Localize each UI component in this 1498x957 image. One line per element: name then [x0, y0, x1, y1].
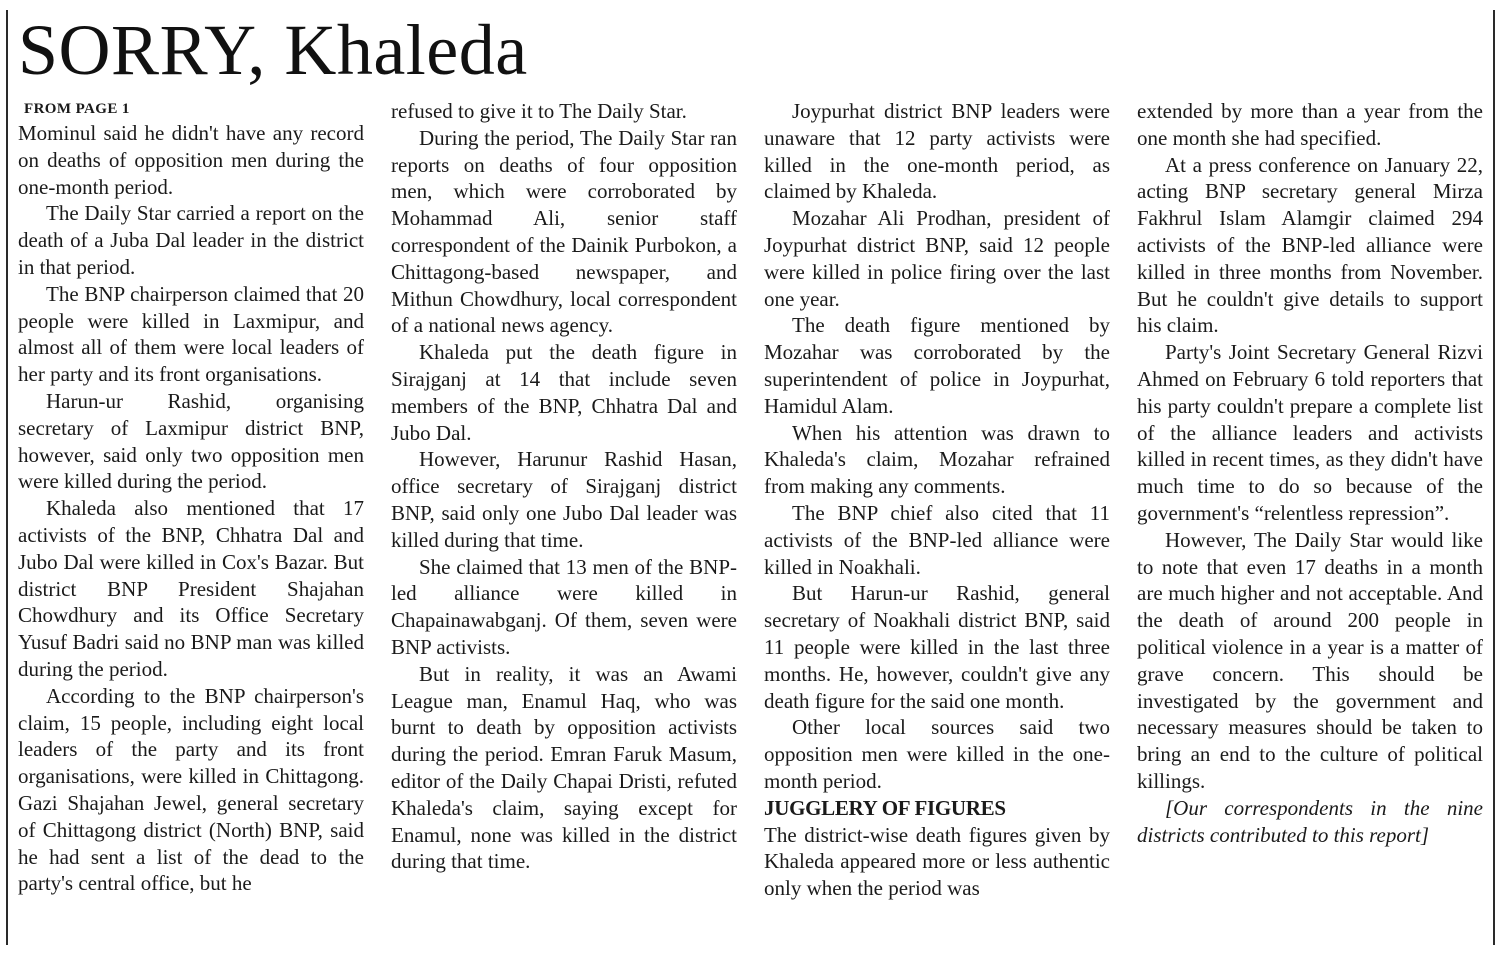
paragraph: Khaleda also mentioned that 17 activists of the BNP, Chhatra Dal and Jubo Dal were killed in Cox's Bazar. But district BNP President Shajahan Chowdhury and its Office Secretary Yusuf Badri said no BNP man was killed during the period. — [18, 496, 364, 681]
left-column-rule — [6, 10, 8, 945]
paragraph: However, The Daily Star would like to note that even 17 deaths in a month are much higher and not acceptable. And the death of around 200 people in political violence in a year is a matter of grave concern. This should be investigated by the government and necessary measures should be taken to bring an end to the culture of political killings. — [1137, 527, 1483, 793]
right-column-rule — [1493, 10, 1495, 945]
paragraph: During the period, The Daily Star ran reports on deaths of four opposition men, which were corroborated by Mohammad Ali, senior staff correspondent of the Dainik Purbokon, a Chittagong-based newspaper, and Mithun Chowdhury, local correspondent of a national news agency. — [391, 125, 737, 338]
paragraph: According to the BNP chairperson's claim, 15 people, including eight local leaders of the party and its front organisations, were killed in Chittagong. Gazi Shajahan Jewel, general secretary of Chittagong district (North) BNP, said he had sent a list of the dead to the party's central office, but he — [18, 683, 364, 896]
paragraph: Joypurhat district BNP leaders were unaware that 12 party activists were killed in the one-month period, as claimed by Khaleda. — [764, 99, 1110, 204]
paragraph: The BNP chairperson claimed that 20 people were killed in Laxmipur, and almost all of them were local leaders of her party and its front organisations. — [18, 281, 364, 387]
article-column-2 — [391, 98, 737, 943]
paragraph: Mozahar Ali Prodhan, president of Joypurhat district BNP, said 12 people were killed in police firing over the last one year. — [764, 206, 1110, 311]
paragraph: Mominul said he didn't have any record on deaths of opposition men during the one-month period. — [18, 121, 364, 199]
paragraph: refused to give it to The Daily Star. — [391, 99, 687, 123]
continuation-kicker: FROM PAGE 1 — [24, 101, 130, 117]
paragraph: Harun-ur Rashid, organising secretary of Laxmipur district BNP, however, said only two opposition men were killed during the period. — [18, 388, 364, 494]
paragraph: But in reality, it was an Awami League man, Enamul Haq, who was burnt to death by opposition activists during the period. Emran Faruk Masum, editor of the Daily Chapai Dristi, refuted Khaleda's claim, saying except for Enamul, none was killed in the district during that time. — [391, 661, 737, 874]
article-body — [18, 98, 1488, 943]
paragraph: The district-wise death figures given by Khaleda appeared more or less authentic only when the period was — [764, 822, 1110, 901]
paragraph: The death figure mentioned by Mozahar was corroborated by the superintendent of police in Joypurhat, Hamidul Alam. — [764, 313, 1110, 418]
paragraph: The BNP chief also cited that 11 activists of the BNP-led alliance were killed in Noakhali. — [764, 500, 1110, 579]
article-column-1 — [18, 98, 364, 943]
article-column-3 — [764, 98, 1110, 943]
section-subheading: JUGGLERY OF FIGURES — [764, 795, 1006, 820]
paragraph: Khaleda put the death figure in Sirajganj at 14 that include seven members of the BNP, Chhatra Dal and Jubo Dal. — [391, 340, 737, 445]
paragraph: However, Harunur Rashid Hasan, office secretary of Sirajganj district BNP, said only one Jubo Dal leader was killed during that time. — [391, 447, 737, 552]
paragraph: When his attention was drawn to Khaleda's claim, Mozahar refrained from making any comments. — [764, 420, 1110, 499]
paragraph: At a press conference on January 22, acting BNP secretary general Mirza Fakhrul Islam Alamgir claimed 294 activists of the BNP-led alliance were killed in three months from November. But he couldn't give details to support his claim. — [1137, 152, 1483, 338]
paragraph: Other local sources said two opposition men were killed in the one-month period. — [764, 715, 1110, 793]
paragraph: But Harun-ur Rashid, general secretary of Noakhali district BNP, said 11 people were killed in the last three months. He, however, couldn't give any death figure for the said one month. — [764, 581, 1110, 713]
paragraph: The Daily Star carried a report on the death of a Juba Dal leader in the district in that period. — [18, 201, 364, 279]
paragraph: extended by more than a year from the one month she had specified. — [1137, 99, 1483, 150]
contributor-credit: [Our correspondents in the nine districts contributed to this report] — [1137, 795, 1483, 847]
headline: SORRY, Khaleda — [18, 10, 528, 90]
article-column-4 — [1137, 98, 1483, 943]
paragraph: She claimed that 13 men of the BNP-led alliance were killed in Chapainawabganj. Of them, seven were BNP activists. — [391, 554, 737, 659]
paragraph: Party's Joint Secretary General Rizvi Ahmed on February 6 told reporters that his party couldn't prepare a complete list of the alliance leaders and activists killed in recent times, as they didn't have much time to do so because of the government's “relentless repression”. — [1137, 340, 1483, 525]
